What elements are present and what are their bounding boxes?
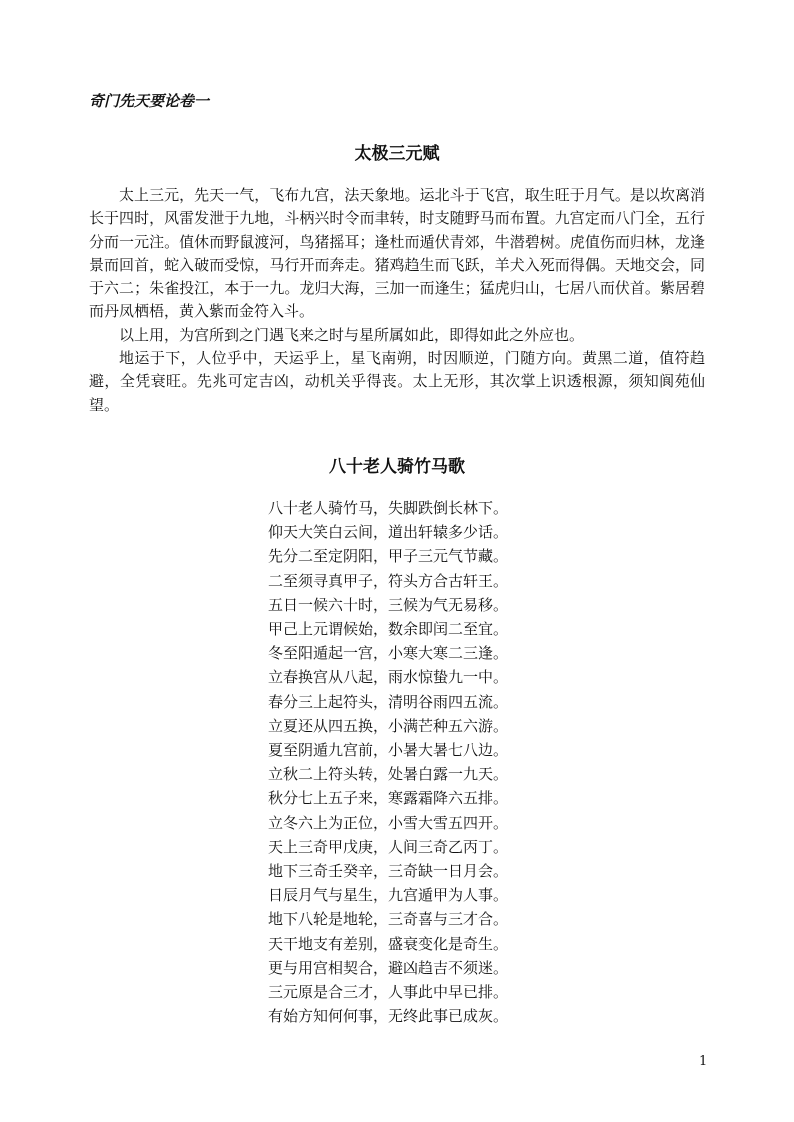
poem-line: 秋分七上五子来，寒露霜降六五排。 [268,789,509,808]
paragraph: 以上用，为宫所到之门遇飞来之时与星所属如此，即得如此之外应也。 [119,325,585,344]
poem-line: 天上三奇甲戊庚，人间三奇乙丙丁。 [268,837,509,856]
poem-line: 先分二至定阴阳，甲子三元气节藏。 [268,547,509,566]
poem-line: 更与用宫相契合，避凶趋吉不须迷。 [268,958,509,977]
paragraph: 地运于下，人位乎中，天运乎上，星飞南朔，时因顺逆，门随方向。黄黑二道，值符趋避，全凭衰旺。先兆可定吉凶，动机关乎得丧。太上无形，其次掌上识透根源，须知阆苑仙望。 [89,349,705,414]
poem-line: 五日一候六十时，三候为气无易移。 [268,595,509,614]
poem-line: 立夏还从四五换，小满芒种五六游。 [268,716,509,735]
poem-line: 仰天大笑白云间，道出轩辕多少话。 [268,523,509,542]
section-body-taiji [89,184,705,417]
section-title-poem: 八十老人骑竹马歌 [329,457,465,477]
page-number: 1 [699,1054,708,1069]
poem-line: 立冬六上为正位，小雪大雪五四开。 [268,813,509,832]
poem-line: 甲己上元谓候始，数余即闰二至宜。 [268,620,509,639]
poem-line: 二至须寻真甲子，符头方合古轩王。 [268,571,509,590]
poem-line: 有始方知何何事，无终此事已成灰。 [268,1007,509,1026]
poem-line: 天干地支有差别，盛衰变化是奇生。 [268,934,509,953]
poem-line: 立春换宫从八起，雨水惊蛰九一中。 [268,668,509,687]
poem-line: 地下三奇壬癸辛，三奇缺一日月会。 [268,862,509,881]
poem-line: 地下八轮是地轮，三奇喜与三才合。 [268,910,509,929]
running-header: 奇门先天要论卷一 [89,92,210,110]
poem-line: 三元原是合三才，人事此中早已排。 [268,983,509,1002]
paragraph: 太上三元，先天一气，飞布九宫，法天象地。运北斗于飞宫，取生旺于月气。是以坎离消长于四时，风雷发泄于九地，斗柄兴时令而聿转，时支随野马而布置。九宫定而八门全，五行分而一元注。值休而野鼠渡河，鸟猪摇耳；逢杜而遁伏青郊，牛潜碧树。虎值伤而归林，龙逢景而回首，蛇入破而受惊，马行开而奔走。猪鸡趋生而飞跃，羊犬入死而得偶。天地交会，同于六二；朱雀投江，本于一九。龙归大海，三加一而逢生；猛虎归山，七居八而伏首。紫居碧而丹凤栖梧，黄入紫而金符入斗。 [89,186,705,321]
poem-line: 日辰月气与星生，九宫遁甲为人事。 [268,886,509,905]
poem-line: 冬至阳遁起一宫，小寒大寒二三逢。 [268,644,509,663]
poem-line: 春分三上起符头，清明谷雨四五流。 [268,692,509,711]
section-title-taiji: 太极三元赋 [354,144,440,164]
poem-body [268,496,508,1028]
poem-line: 立秋二上符头转，处暑白露一九天。 [268,765,509,784]
poem-line: 夏至阴遁九宫前，小暑大暑七八边。 [268,741,509,760]
poem-line: 八十老人骑竹马，失脚跌倒长林下。 [268,499,509,517]
